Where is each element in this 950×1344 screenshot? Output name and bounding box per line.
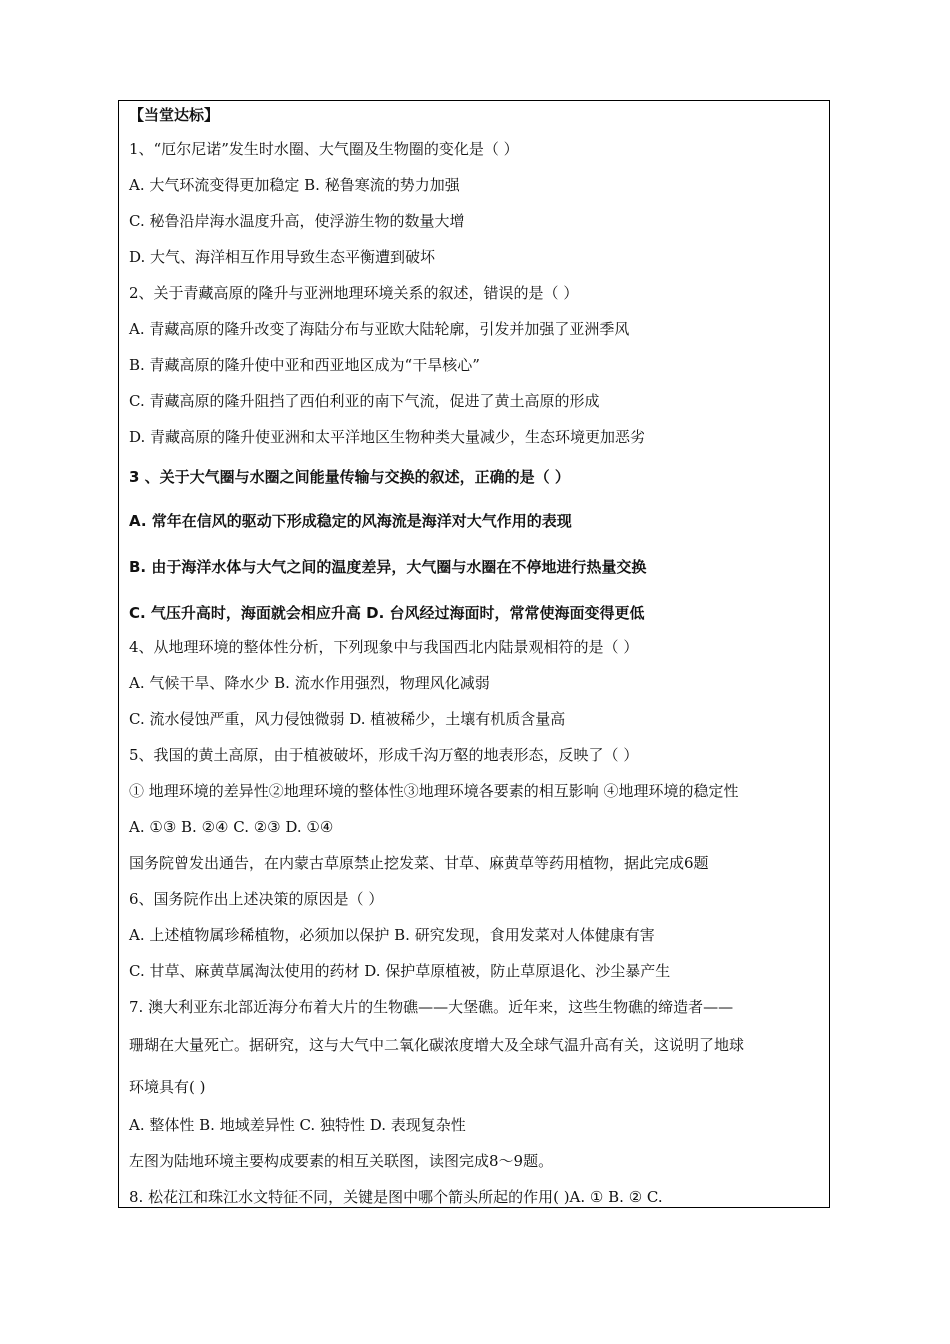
page-frame [118, 100, 830, 1208]
q3-option-b: B. 由于海洋水体与大气之间的温度差异，大气圈与水圈在不停地进行热量交换 [129, 558, 647, 576]
section-title: 【当堂达标】 [129, 106, 220, 124]
q1-stem: 1、“厄尔尼诺”发生时水圈、大气圈及生物圈的变化是（ ） [129, 140, 519, 158]
q4-stem: 4、从地理环境的整体性分析，下列现象中与我国西北内陆景观相符的是（ ） [129, 638, 639, 656]
q7-options: A. 整体性 B. 地域差异性 C. 独特性 D. 表现复杂性 [129, 1116, 466, 1134]
q2-option-c: C. 青藏高原的隆升阻挡了西伯利亚的南下气流，促进了黄土高原的形成 [129, 392, 600, 410]
q2-option-d: D. 青藏高原的隆升使亚洲和太平洋地区生物种类大量减少，生态环境更加恶劣 [129, 428, 646, 446]
q4-options-ab: A. 气候干旱、降水少 B. 流水作用强烈，物理风化减弱 [129, 674, 490, 692]
q3-options-cd: C. 气压升高时，海面就会相应升高 D. 台风经过海面时，常常使海面变得更低 [129, 604, 645, 622]
q1-option-d: D. 大气、海洋相互作用导致生态平衡遭到破坏 [129, 248, 436, 266]
q2-option-b: B. 青藏高原的隆升使中亚和西亚地区成为“干旱核心” [129, 356, 480, 374]
q2-stem: 2、关于青藏高原的隆升与亚洲地理环境关系的叙述，错误的是（ ） [129, 284, 579, 302]
q1-options-ab: A. 大气环流变得更加稳定 B. 秘鲁寒流的势力加强 [129, 176, 460, 194]
q1-option-c: C. 秘鲁沿岸海水温度升高，使浮游生物的数量大增 [129, 212, 465, 230]
q6-options-cd: C. 甘草、麻黄草属淘汰使用的药材 D. 保护草原植被，防止草原退化、沙尘暴产生 [129, 962, 671, 980]
q8-context: 左图为陆地环境主要构成要素的相互关联图，读图完成8～9题。 [129, 1152, 554, 1170]
q3-option-a: A. 常年在信风的驱动下形成稳定的风海流是海洋对大气作用的表现 [129, 512, 572, 530]
q5-statements: ① 地理环境的差异性②地理环境的整体性③地理环境各要素的相互影响 ④地理环境的稳定性 [129, 782, 739, 800]
q7-stem-line2: 珊瑚在大量死亡。据研究，这与大气中二氧化碳浓度增大及全球气温升高有关，这说明了地球 [129, 1036, 745, 1054]
q7-stem-line1: 7. 澳大利亚东北部近海分布着大片的生物礁——大堡礁。近年来，这些生物礁的缔造者—— [129, 998, 734, 1016]
q8-stem: 8. 松花江和珠江水文特征不同，关键是图中哪个箭头所起的作用( )A. ① B. ② C. [129, 1188, 663, 1206]
q5-options: A. ①③ B. ②④ C. ②③ D. ①④ [129, 818, 334, 836]
q7-stem-line3: 环境具有( ) [129, 1078, 206, 1096]
q6-options-ab: A. 上述植物属珍稀植物，必须加以保护 B. 研究发现，食用发菜对人体健康有害 [129, 926, 655, 944]
q4-options-cd: C. 流水侵蚀严重，风力侵蚀微弱 D. 植被稀少，土壤有机质含量高 [129, 710, 566, 728]
q5-stem: 5、我国的黄土高原，由于植被破坏，形成千沟万壑的地表形态，反映了（ ） [129, 746, 639, 764]
q3-stem: 3 、关于大气圈与水圈之间能量传输与交换的叙述，正确的是（ ） [129, 468, 570, 486]
q6-stem: 6、国务院作出上述决策的原因是（ ） [129, 890, 384, 908]
q2-option-a: A. 青藏高原的隆升改变了海陆分布与亚欧大陆轮廓，引发并加强了亚洲季风 [129, 320, 630, 338]
q6-context: 国务院曾发出通告，在内蒙古草原禁止挖发菜、甘草、麻黄草等药用植物，据此完成6题 [129, 854, 709, 872]
